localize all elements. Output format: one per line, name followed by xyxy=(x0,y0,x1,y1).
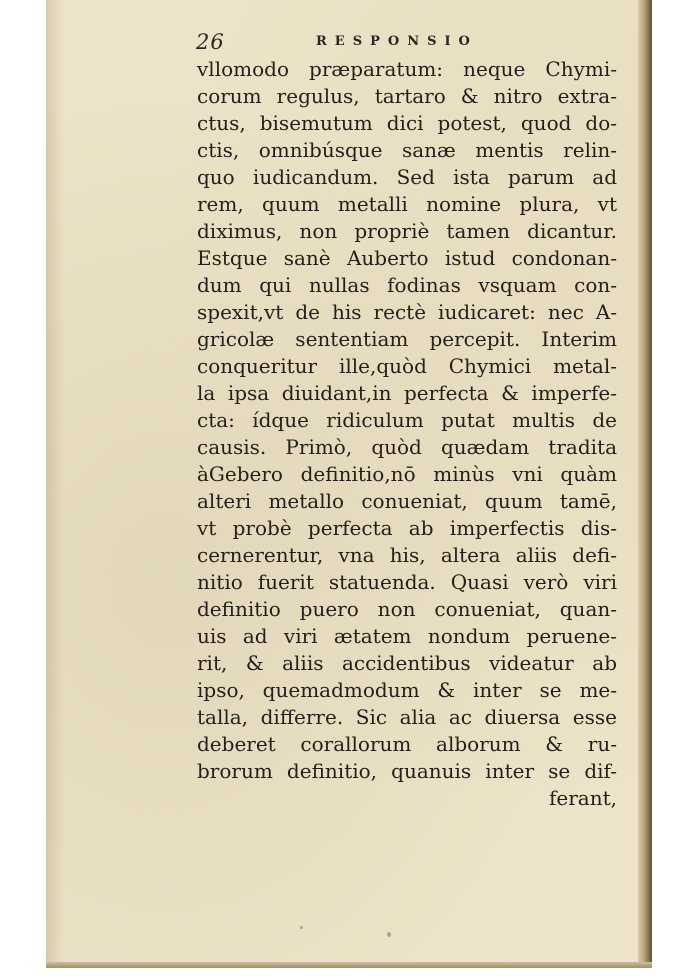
ink-speck xyxy=(387,932,391,937)
text-line: Estque sanè Auberto istud condonan- xyxy=(197,246,617,270)
text-line: rit, & aliis accidentibus videatur ab xyxy=(197,651,617,675)
text-line: cernerentur, vna his, altera aliis defi- xyxy=(197,543,617,567)
body-text xyxy=(197,56,617,812)
text-line: ipso, quemadmodum & inter se me- xyxy=(197,678,617,702)
text-line: vt probè perfecta ab imperfectis dis- xyxy=(197,516,617,540)
text-line: diximus, non propriè tamen dicantur. xyxy=(197,219,617,243)
text-line: brorum definitio, quanuis inter se dif- xyxy=(197,759,617,783)
text-line: corum regulus, tartaro & nitro extra- xyxy=(197,84,617,108)
text-line: la ipsa diuidant,in perfecta & imperfe- xyxy=(197,381,617,405)
text-line: gricolæ sententiam percepit. Interim xyxy=(197,327,617,351)
text-line: spexit,vt de his rectè iudicaret: nec A- xyxy=(197,300,617,324)
text-line: nitio fuerit statuenda. Quasi verò viri xyxy=(197,570,617,594)
page-edge-shadow xyxy=(638,0,652,968)
text-line: quo iudicandum. Sed ista parum ad xyxy=(197,165,617,189)
running-title: RESPONSIO xyxy=(316,34,478,49)
page-number: 26 xyxy=(196,30,225,54)
text-line: alteri metallo conueniat, quum tamē, xyxy=(197,489,617,513)
text-line: talla, differre. Sic alia ac diuersa esse xyxy=(197,705,617,729)
catchword: ferant, xyxy=(549,786,617,810)
ink-speck xyxy=(300,926,303,929)
text-line: dum qui nullas fodinas vsquam con- xyxy=(197,273,617,297)
text-line: rem, quum metalli nomine plura, vt xyxy=(197,192,617,216)
text-line: ctus, bisemutum dici potest, quod do- xyxy=(197,111,617,135)
text-line: ctis, omnibúsque sanæ mentis relin- xyxy=(197,138,617,162)
text-line: cta: ídque ridiculum putat multis de xyxy=(197,408,617,432)
text-line: deberet corallorum alborum & ru- xyxy=(197,732,617,756)
text-line: àGebero definitio,nō minùs vni quàm xyxy=(197,462,617,486)
text-line: causis. Primò, quòd quædam tradita xyxy=(197,435,617,459)
text-line: conqueritur ille,quòd Chymici metal- xyxy=(197,354,617,378)
text-line: vllomodo præparatum: neque Chymi- xyxy=(197,57,617,81)
page-bottom-edge xyxy=(46,962,652,968)
running-head xyxy=(196,30,608,58)
text-line: uis ad viri ætatem nondum peruene- xyxy=(197,624,617,648)
text-line: definitio puero non conueniat, quan- xyxy=(197,597,617,621)
